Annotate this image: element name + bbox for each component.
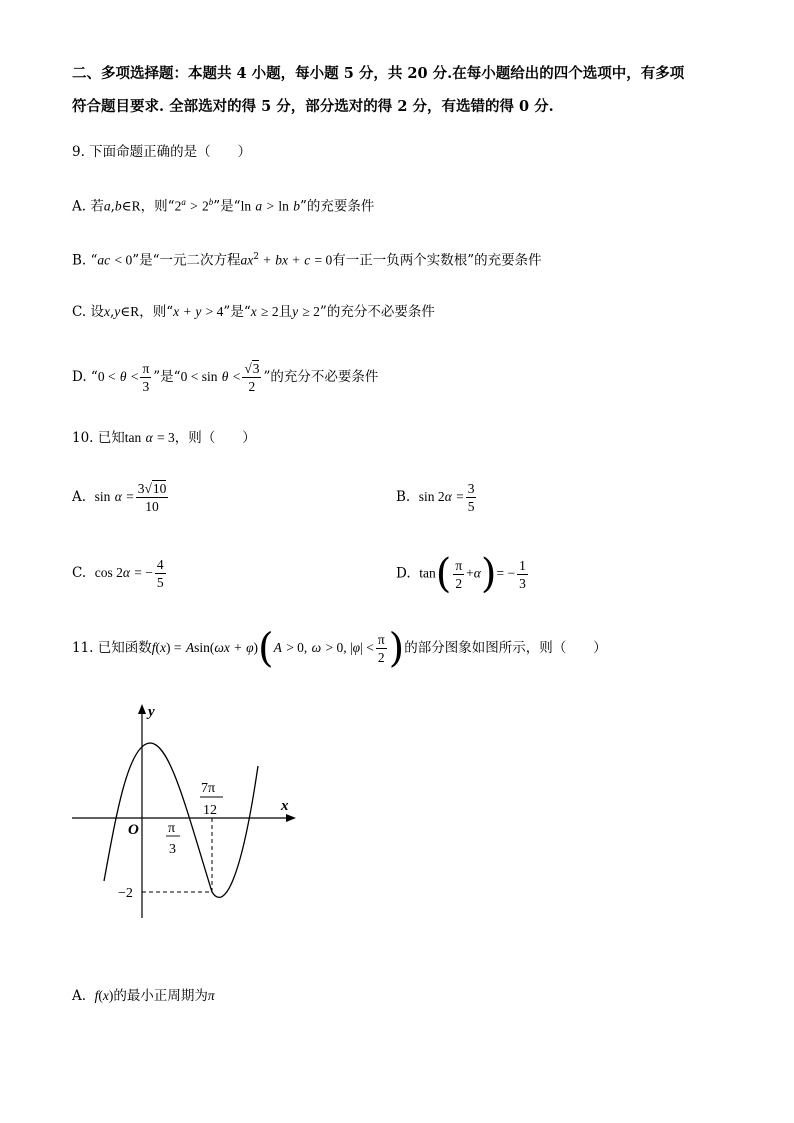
x-axis-label: x (281, 798, 289, 814)
q9-stem: 9. 下面命题正确的是（ ） (72, 144, 252, 160)
y-axis-label: y (148, 704, 155, 720)
q9-option-d: D. “0 < θ < $\frac{\pi}{3}$ ”是“0 < sin θ < $\frac{√3}{2}$ ”的充分不必要条件 (72, 361, 379, 394)
q9-option-b: B. “ac < 0”是“一元二次方程$ax^2$ + bx + c = 0有一正一负两个实数根”的充要条件 (72, 252, 542, 269)
q10-option-c: C. cos 2α = − $\frac{4}{5}$ (72, 557, 164, 590)
q10-stem: 10. 已知tan α = 3，则（ ） (72, 430, 256, 446)
q11-option-a: A. f(x)的最小正周期为π (72, 988, 215, 1004)
q10-option-b: B. sin 2α = $\frac{3}{5}$ (396, 481, 475, 514)
function-graph (66, 696, 306, 936)
q9-option-c: C. 设x,y∈R，则“x + y > 4”是“x ≥ 2且y ≥ 2”的充分不必要条件 (72, 304, 435, 320)
origin-label: O (128, 822, 139, 838)
q9-option-a: A. 若a,b∈R，则“2$^a$ > 2$^b$”是“ln a > ln b”的充要条件 (72, 197, 375, 215)
q10-option-d: D. tan( $\frac{\pi}{2}$ +α)= − $\frac{1}{3}$ (396, 551, 526, 597)
y-mark-minus-2: −2 (118, 886, 133, 901)
section-header-line2: 符合题目要求. 全部选对的得 5 分，部分选对的得 2 分，有选错的得 0 分. (72, 98, 554, 115)
x-mark-7pi-over-12-den: 12 (203, 803, 217, 818)
section-header-line1: 二、多项选择题：本题共 4 小题，每小题 5 分，共 20 分.在每小题给出的四个选项中，有多项 (72, 65, 685, 82)
sine-curve (104, 743, 258, 897)
q11-stem: 11. 已知函数f(x) = Asin(ωx + φ)(A > 0, ω > 0, |φ| < $\frac{\pi}{2}$ )的部分图象如图所示，则（ ） (72, 625, 607, 672)
q10-option-a: A. sin α = $\frac{3√10}{10}$ (72, 481, 167, 514)
x-mark-7pi-over-12-num: 7π (201, 781, 216, 796)
x-mark-pi-over-3-num: π (168, 821, 176, 836)
x-axis-arrow (286, 814, 296, 822)
y-axis-arrow (138, 704, 146, 714)
x-mark-pi-over-3-den: 3 (169, 842, 176, 857)
